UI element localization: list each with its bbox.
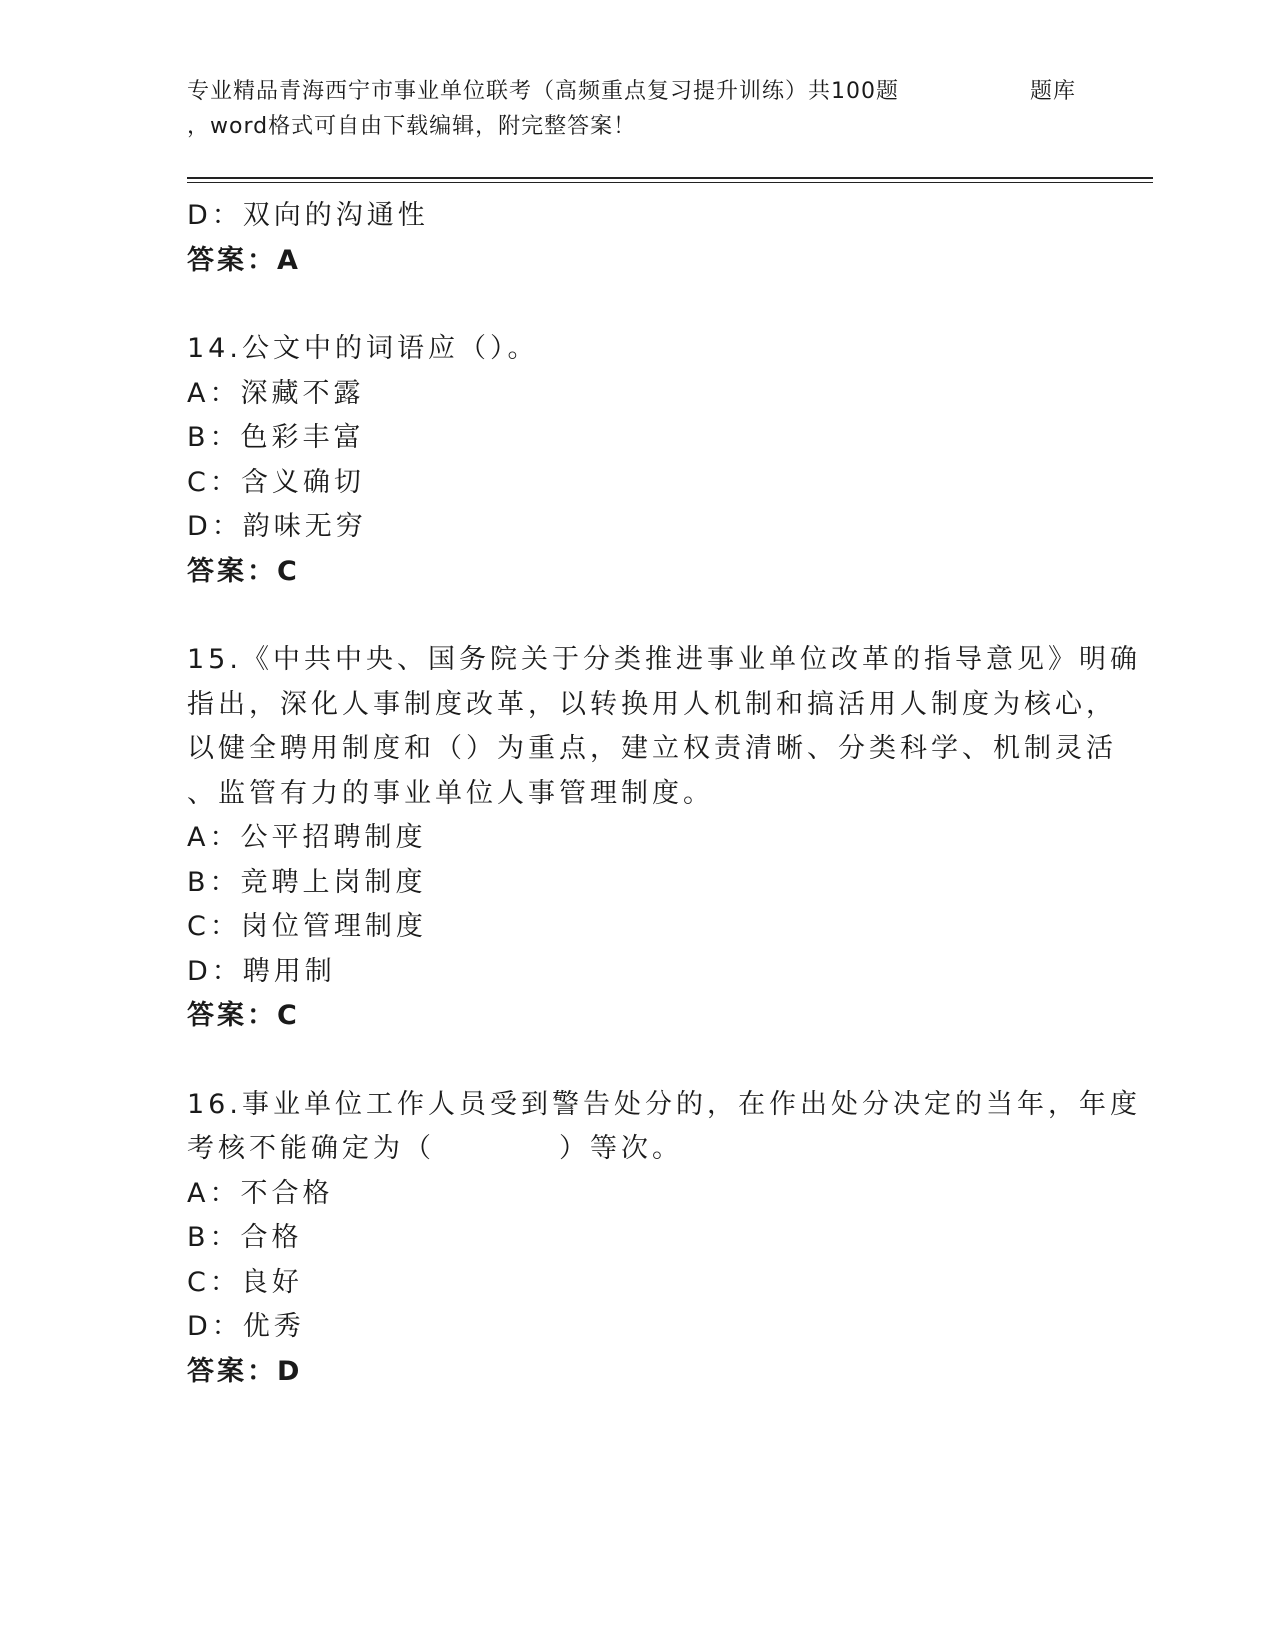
header-divider-thick — [187, 177, 1153, 179]
question-stem: 14.公文中的词语应（）。 — [187, 333, 539, 364]
question-stem-line: 16.事业单位工作人员受到警告处分的，在作出处分决定的当年，年度 — [187, 1089, 1141, 1120]
question-stem-line: 、监管有力的事业单位人事管理制度。 — [187, 778, 714, 809]
option-c: C：含义确切 — [187, 467, 365, 498]
answer: 答案：C — [187, 1000, 300, 1031]
option-b: B：竞聘上岗制度 — [187, 867, 427, 898]
answer: 答案：D — [187, 1356, 303, 1387]
answer: 答案：A — [187, 245, 301, 276]
option-d: D：优秀 — [187, 1311, 305, 1342]
option-c: C：良好 — [187, 1267, 303, 1298]
answer: 答案：C — [187, 556, 300, 587]
option-d: D：双向的沟通性 — [187, 200, 429, 231]
header-tag: 题库 — [1030, 79, 1077, 104]
option-b: B：色彩丰富 — [187, 422, 365, 453]
header-subtitle: ，word格式可自由下载编辑，附完整答案！ — [187, 114, 637, 139]
question-stem-line: 15.《中共中央、国务院关于分类推进事业单位改革的指导意见》明确 — [187, 644, 1141, 675]
question-stem-line: 以健全聘用制度和（）为重点，建立权责清晰、分类科学、机制灵活 — [187, 733, 1117, 764]
option-a: A：深藏不露 — [187, 378, 365, 409]
header-divider-thin — [187, 182, 1153, 183]
option-a: A：公平招聘制度 — [187, 822, 427, 853]
option-d: D：韵味无穷 — [187, 511, 367, 542]
option-b: B：合格 — [187, 1222, 303, 1253]
option-a: A：不合格 — [187, 1178, 334, 1209]
option-c: C：岗位管理制度 — [187, 911, 427, 942]
question-stem-line: 考核不能确定为（ ）等次。 — [187, 1133, 683, 1164]
question-stem-line: 指出，深化人事制度改革，以转换用人机制和搞活用人制度为核心， — [187, 689, 1117, 720]
option-d: D：聘用制 — [187, 956, 336, 987]
header-title: 专业精品青海西宁市事业单位联考（高频重点复习提升训练）共100题 — [187, 79, 899, 104]
